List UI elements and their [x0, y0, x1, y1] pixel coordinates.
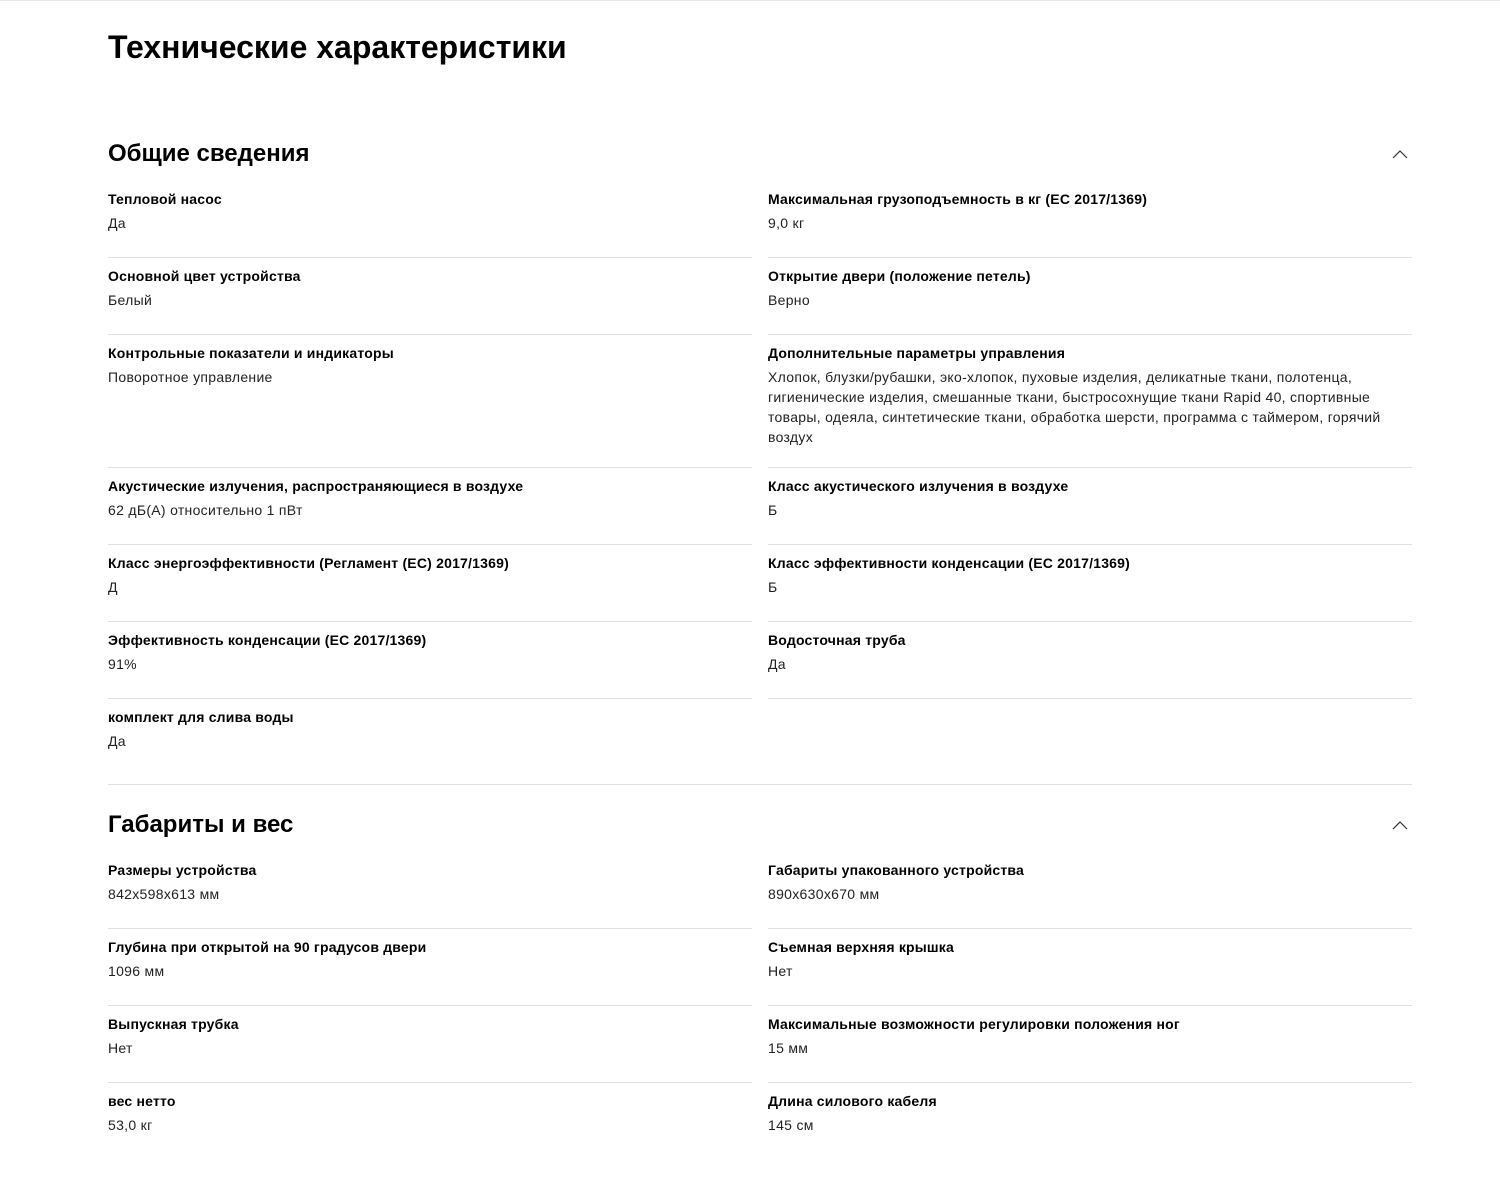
spec-label: Водосточная труба	[768, 632, 906, 648]
chevron-up-icon[interactable]	[1392, 149, 1408, 159]
spec-item	[108, 1006, 752, 1083]
spec-item	[108, 1083, 752, 1160]
spec-label: Максимальные возможности регулировки положения ног	[768, 1016, 1180, 1032]
spec-item-empty	[768, 699, 1412, 776]
spec-value: 145 см	[768, 1117, 814, 1133]
top-divider	[0, 0, 1500, 1]
spec-item	[108, 468, 752, 545]
spec-label: Глубина при открытой на 90 градусов двери	[108, 939, 427, 955]
spec-label: Выпускная трубка	[108, 1016, 239, 1032]
spec-value: Б	[768, 502, 778, 518]
spec-item	[108, 335, 752, 468]
section-divider	[108, 784, 1412, 785]
spec-value: Нет	[108, 1040, 133, 1056]
spec-value: 1096 мм	[108, 963, 165, 979]
spec-value: Белый	[108, 292, 153, 308]
spec-label: Основной цвет устройства	[108, 268, 301, 284]
spec-label: Контрольные показатели и индикаторы	[108, 345, 394, 361]
spec-value: Нет	[768, 963, 793, 979]
spec-value: Хлопок, блузки/рубашки, эко-хлопок, пуховые изделия, деликатные ткани, полотенца, гигиенические изделия, смешанные ткани, быстросохнущие ткани Rapid 40, спортивные товары, одеяла, синтетические ткани, обработка шерсти, программа с таймером, горячий воздух	[768, 369, 1381, 445]
spec-label: Длина силового кабеля	[768, 1093, 937, 1109]
section-general	[108, 138, 1412, 776]
spec-label: Дополнительные параметры управления	[768, 345, 1066, 361]
spec-item	[768, 929, 1412, 1006]
spec-label: Открытие двери (положение петель)	[768, 268, 1031, 284]
spec-item	[768, 335, 1412, 468]
spec-label: Класс энергоэффективности (Регламент (ЕС) 2017/1369)	[108, 555, 509, 571]
section-general-header[interactable]	[108, 138, 1412, 170]
spec-label: Эффективность конденсации (ЕС 2017/1369)	[108, 632, 427, 648]
spec-item	[108, 622, 752, 699]
spec-item	[108, 181, 752, 258]
spec-value: 53,0 кг	[108, 1117, 153, 1133]
spec-value: Б	[768, 579, 778, 595]
spec-item	[108, 545, 752, 622]
spec-value: Да	[108, 733, 126, 749]
spec-label: Класс эффективности конденсации (ЕС 2017/1369)	[768, 555, 1131, 571]
spec-value: Да	[768, 656, 786, 672]
spec-item	[768, 622, 1412, 699]
spec-label: Съемная верхняя крышка	[768, 939, 954, 955]
spec-item	[768, 1006, 1412, 1083]
spec-value: Да	[108, 215, 126, 231]
spec-value: 842x598x613 мм	[108, 886, 220, 902]
spec-item	[768, 258, 1412, 335]
spec-item	[768, 181, 1412, 258]
spec-label: Акустические излучения, распространяющиеся в воздухе	[108, 478, 524, 494]
section-dimensions	[108, 809, 1412, 1160]
chevron-up-icon[interactable]	[1392, 820, 1408, 830]
spec-value: Д	[108, 579, 118, 595]
section-dimensions-header[interactable]	[108, 809, 1412, 841]
spec-label: Тепловой насос	[108, 191, 222, 207]
page-title: Технические характеристики	[108, 29, 567, 65]
spec-label: Класс акустического излучения в воздухе	[768, 478, 1069, 494]
spec-value: 890x630x670 мм	[768, 886, 880, 902]
spec-item	[768, 545, 1412, 622]
spec-value: 15 мм	[768, 1040, 809, 1056]
spec-grid	[108, 181, 1412, 776]
spec-value: Верно	[768, 292, 810, 308]
spec-label: Габариты упакованного устройства	[768, 862, 1025, 878]
spec-item	[108, 929, 752, 1006]
spec-label: вес нетто	[108, 1093, 176, 1109]
spec-value: Поворотное управление	[108, 369, 273, 385]
spec-value: 9,0 кг	[768, 215, 805, 231]
spec-item	[108, 258, 752, 335]
spec-item	[768, 852, 1412, 929]
section-title: Общие сведения	[108, 140, 310, 167]
spec-label: комплект для слива воды	[108, 709, 294, 725]
spec-value: 91%	[108, 656, 137, 672]
spec-value: 62 дБ(А) относительно 1 пВт	[108, 502, 303, 518]
spec-item	[108, 699, 752, 776]
spec-label: Размеры устройства	[108, 862, 257, 878]
spec-item	[768, 1083, 1412, 1160]
spec-item	[108, 852, 752, 929]
spec-label: Максимальная грузоподъемность в кг (ЕС 2017/1369)	[768, 191, 1148, 207]
section-title: Габариты и вес	[108, 811, 294, 838]
spec-grid	[108, 852, 1412, 1160]
spec-item	[768, 468, 1412, 545]
